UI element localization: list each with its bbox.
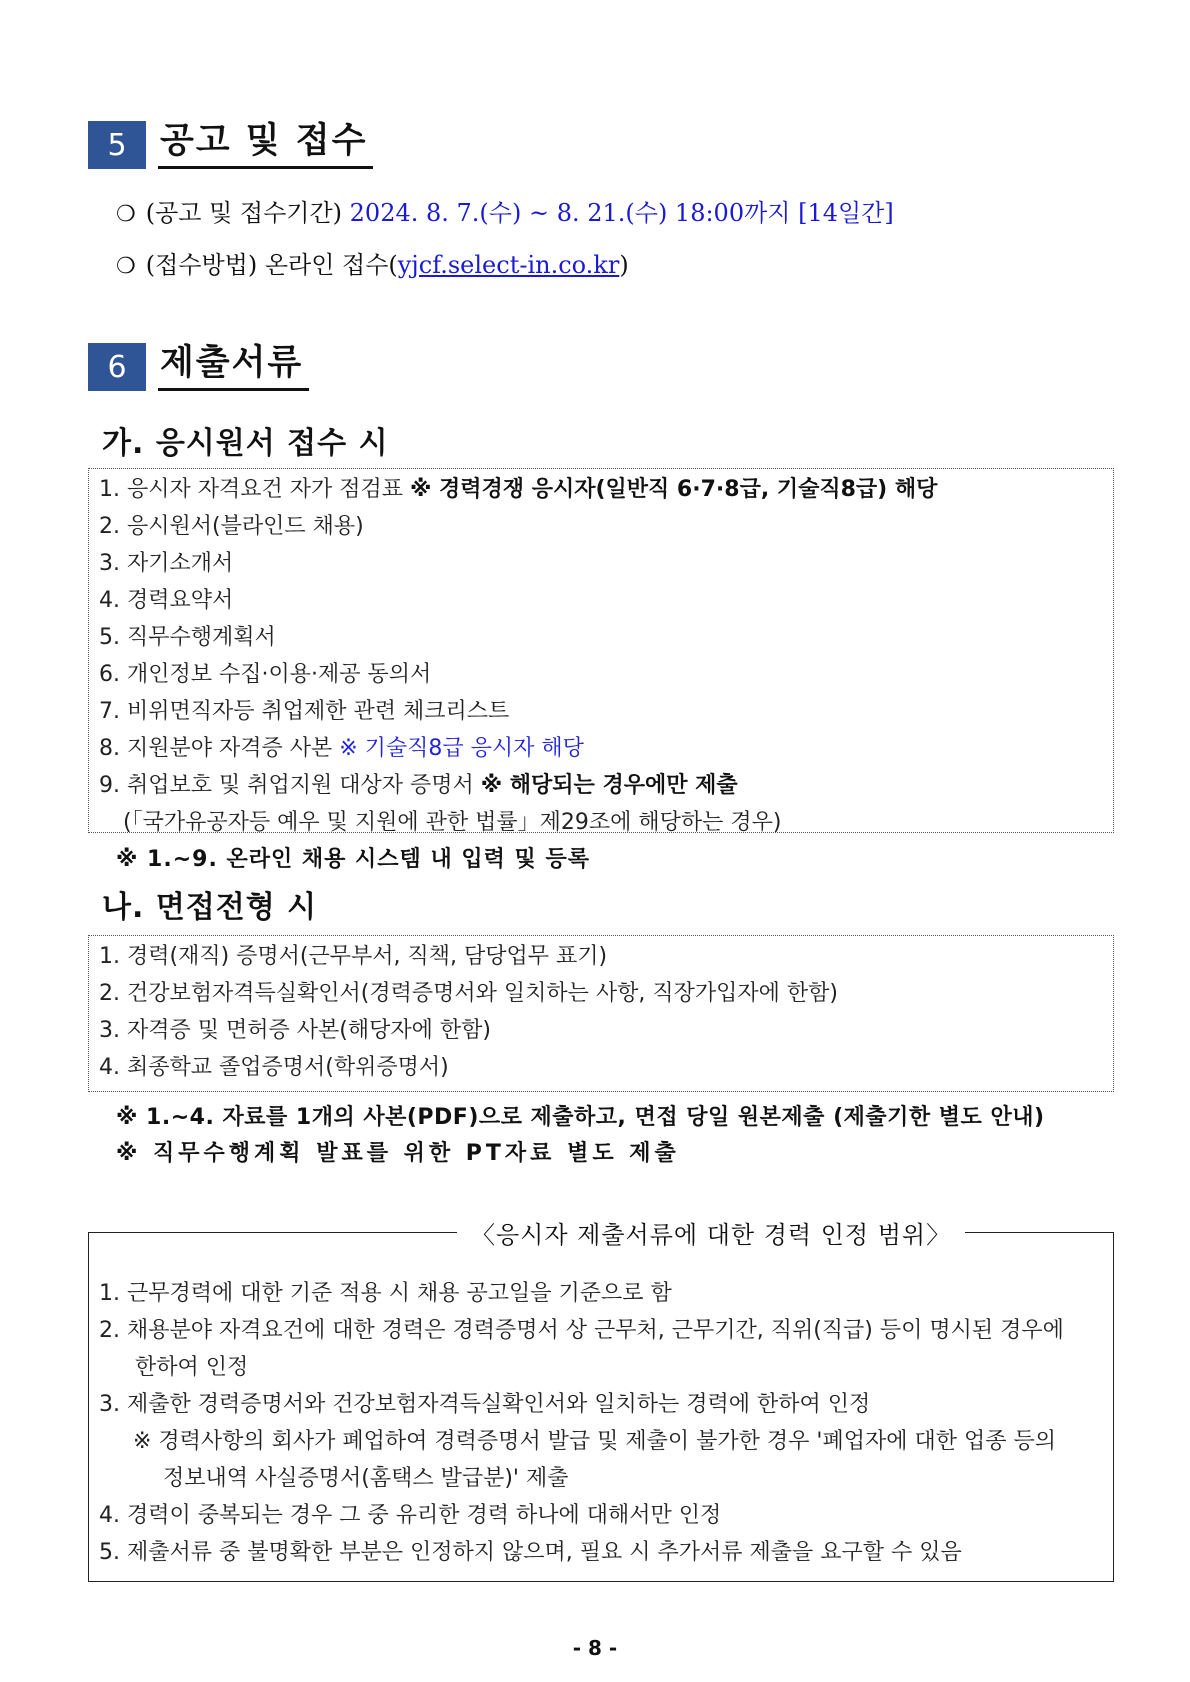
list-item-note: (「국가유공자등 예우 및 지원에 관한 법률」제29조에 해당하는 경우) [123,810,782,835]
note-pdf-submit: ※ 1.~4. 자료를 1개의 사본(PDF)으로 제출하고, 면접 당일 원본제출 (제출기한 별도 안내) [116,1105,1045,1130]
section-title: 제출서류 [158,340,309,391]
subsection-b-title: 나. 면접전형 시 [102,890,318,925]
interview-docs-box [88,935,1114,1092]
list-item: 4. 최종학교 졸업증명서(학위증명서) [99,1055,449,1080]
note-online-entry: ※ 1.~9. 온라인 채용 시스템 내 입력 및 등록 [116,847,590,872]
bullet-label: (접수방법) 온라인 접수( [145,251,398,279]
circle-bullet-icon: ❍ [116,254,136,279]
list-item: 8. 지원분야 자격증 사본 ※ 기술직8급 응시자 해당 [99,736,584,761]
bullet-value: 2024. 8. 7.(수) ~ 8. 21.(수) 18:00까지 [14일간] [349,199,894,227]
rule-line: 4. 경력이 중복되는 경우 그 중 유리한 경력 하나에 대해서만 인정 [99,1503,722,1528]
section-number: 6 [88,343,146,391]
application-docs-box [88,468,1114,833]
list-item: 5. 직무수행계획서 [99,625,276,650]
bullet-suffix: ) [619,251,629,279]
rule-line-continued: 한하여 인정 [135,1355,249,1380]
rule-reference-continued: 정보내역 사실증명서(홈택스 발급분)' 제출 [163,1466,569,1491]
note-pt-material: ※ 직무수행계획 발표를 위한 PT자료 별도 제출 [116,1141,680,1166]
rule-line: 1. 근무경력에 대한 기준 적용 시 채용 공고일을 기준으로 함 [99,1281,672,1306]
list-item: 3. 자기소개서 [99,551,234,576]
circle-bullet-icon: ❍ [116,202,136,227]
list-item: 7. 비위면직자등 취업제한 관련 체크리스트 [99,699,510,724]
list-item: 1. 경력(재직) 증명서(근무부서, 직책, 담당업무 표기) [99,944,608,969]
list-item: 4. 경력요약서 [99,588,234,613]
list-item: 2. 응시원서(블라인드 채용) [99,514,364,539]
apply-site-link[interactable]: yjcf.select-in.co.kr [397,251,620,279]
rule-line: 2. 채용분야 자격요건에 대한 경력은 경력증명서 상 근무처, 근무기간, 직위(직급) 등이 명시된 경우에 [99,1318,1064,1343]
section-6-header [88,340,309,391]
rule-line: 3. 제출한 경력증명서와 건강보험자격득실확인서와 일치하는 경력에 한하여 인정 [99,1392,871,1417]
frame-body [99,1275,1105,1571]
career-recognition-frame [88,1221,1114,1582]
rule-line: 5. 제출서류 중 불명확한 부분은 인정하지 않으며, 필요 시 추가서류 제출을 요구할 수 있음 [99,1540,962,1565]
bullet-method [116,249,629,283]
list-item: 1. 응시자 자격요건 자가 점검표 ※ 경력경쟁 응시자(일반직 6·7·8급, 기술직8급) 해당 [99,477,938,502]
list-item: 2. 건강보험자격득실확인서(경력증명서와 일치하는 사항, 직장가입자에 한함) [99,981,838,1006]
section-title: 공고 및 접수 [158,118,373,169]
list-item: 9. 취업보호 및 취업지원 대상자 증명서 ※ 해당되는 경우에만 제출 [99,773,738,798]
list-item: 6. 개인정보 수집·이용·제공 동의서 [99,662,432,687]
section-5-header [88,118,373,169]
rule-reference: ※ 경력사항의 회사가 폐업하여 경력증명서 발급 및 제출이 불가한 경우 '폐업자에 대한 업종 등의 [133,1429,1056,1454]
list-item: 3. 자격증 및 면허증 사본(해당자에 한함) [99,1018,491,1043]
bullet-period [116,197,894,231]
subsection-a-title: 가. 응시원서 접수 시 [102,426,389,461]
section-number: 5 [88,121,146,169]
frame-title: 〈응시자 제출서류에 대한 경력 인정 범위〉 [457,1215,965,1250]
page-number: - 8 - [572,1636,618,1660]
bullet-label: (공고 및 접수기간) [145,199,343,227]
